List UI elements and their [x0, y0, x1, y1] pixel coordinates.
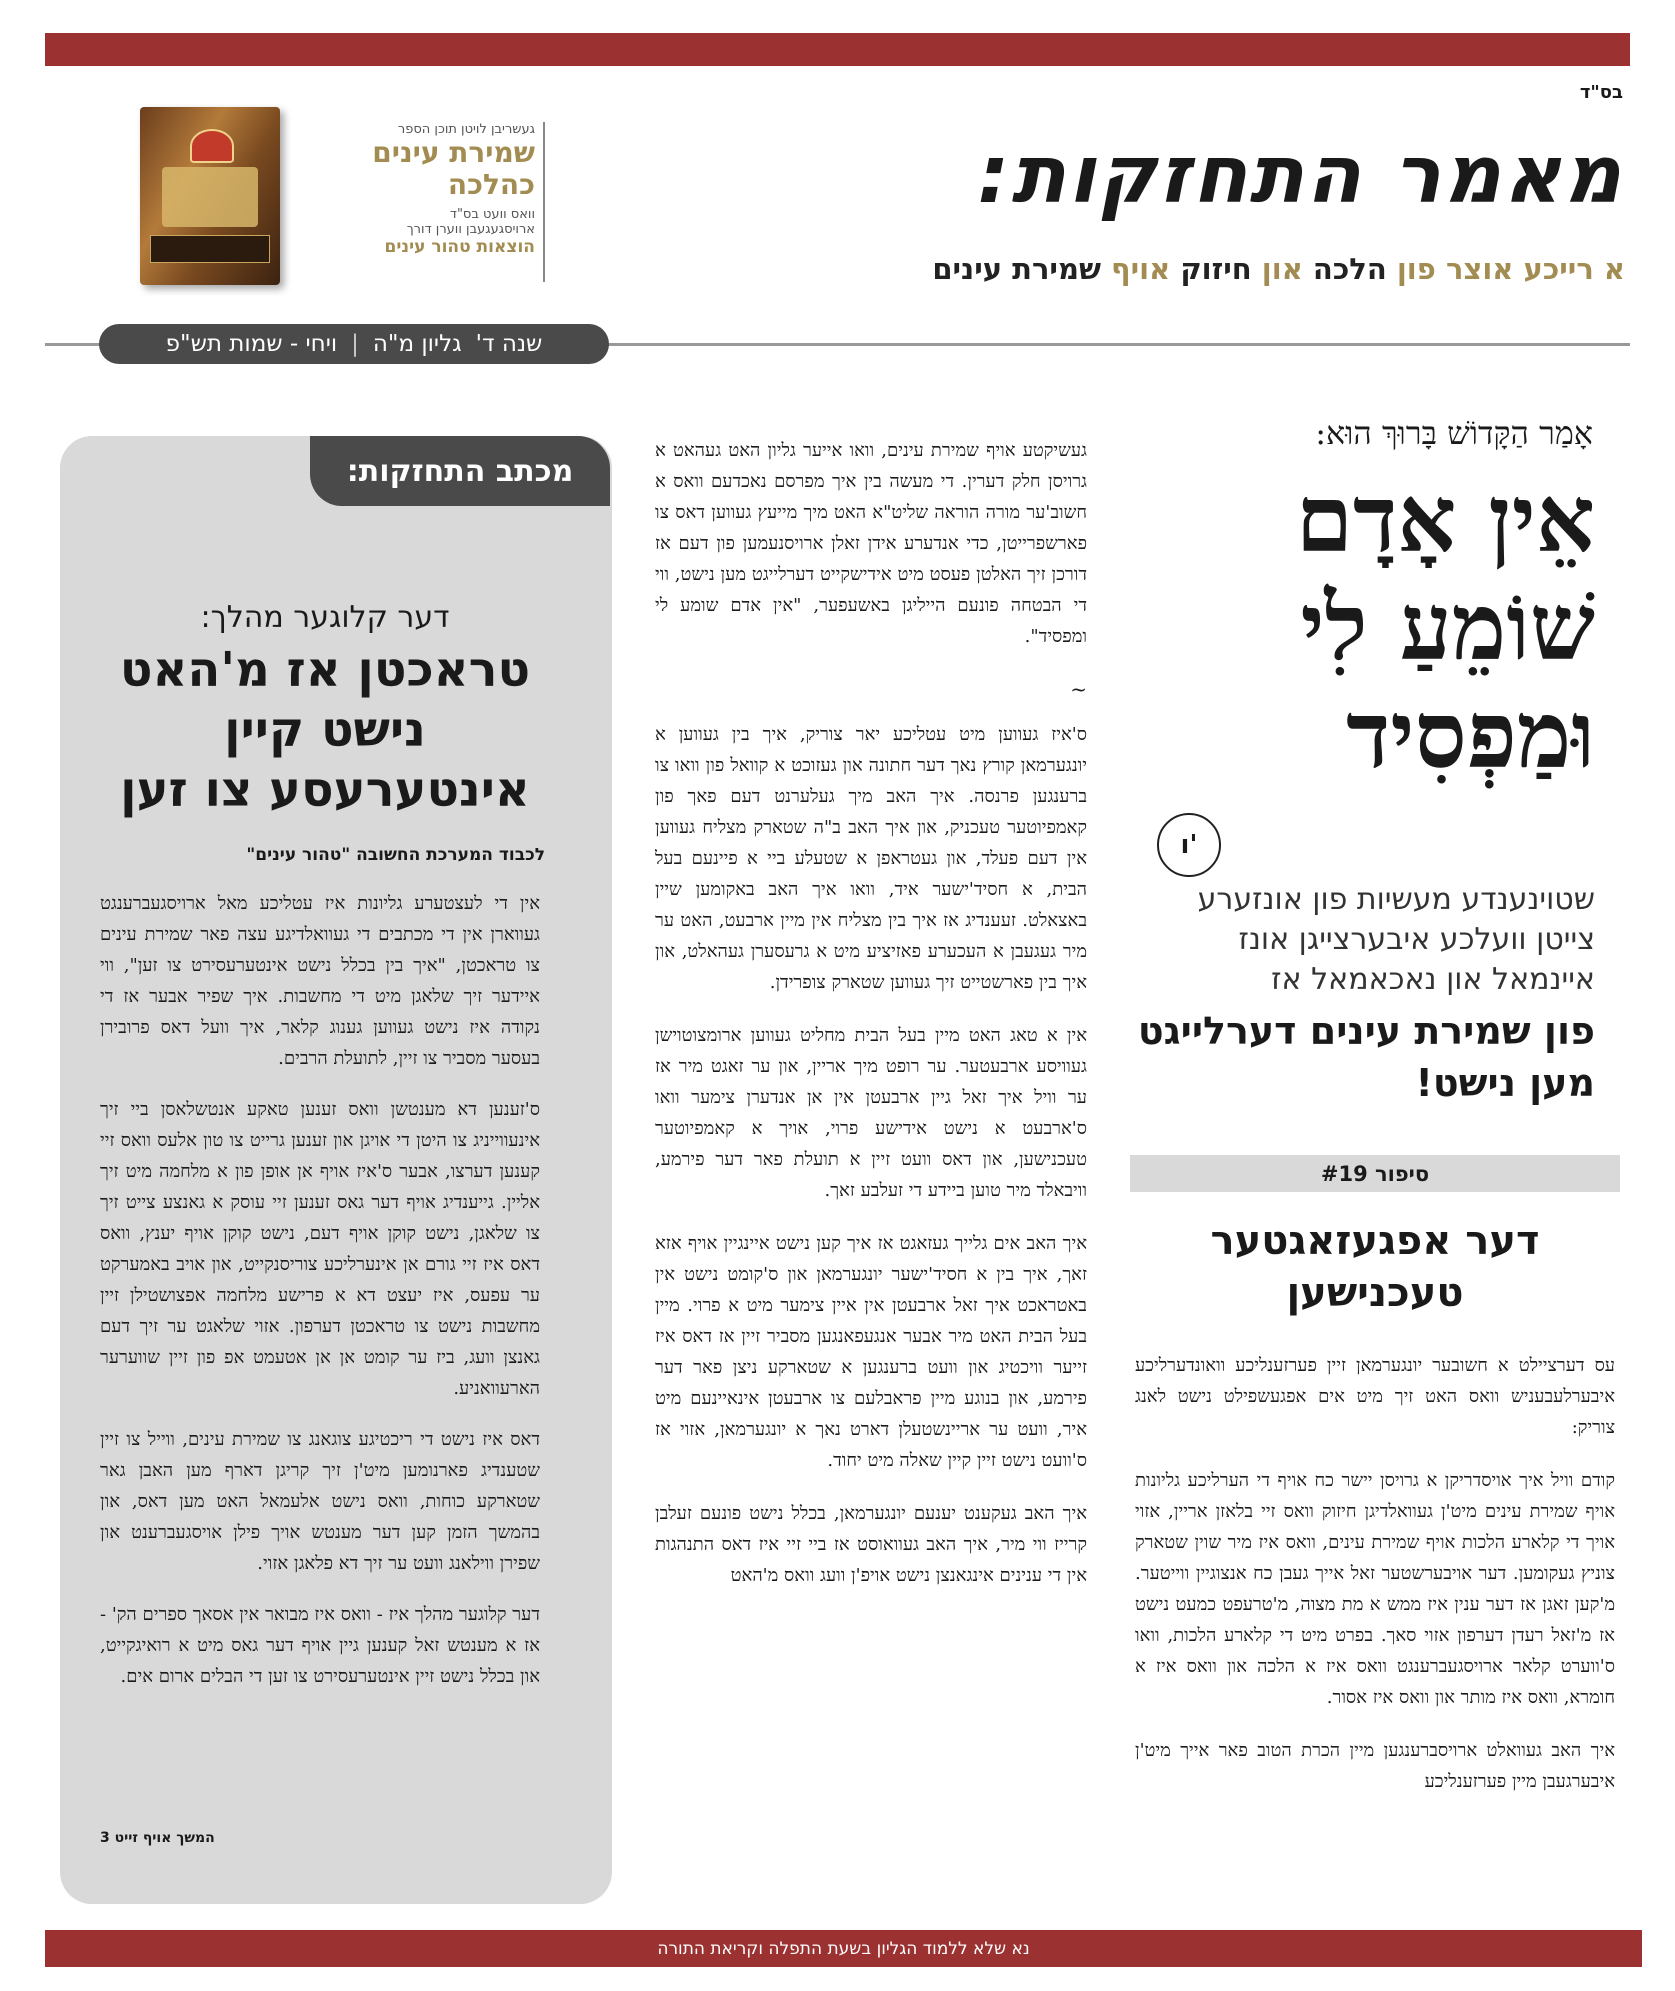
- crown-icon: [190, 129, 234, 163]
- issue-number: גליון מ"ה: [372, 331, 462, 357]
- quote-intro: אָמַר הַקָּדוֹשׁ בָּרוּךְ הוּא:: [1315, 414, 1593, 452]
- book-cover-scroll: [162, 167, 258, 227]
- section-separator: ~: [1070, 677, 1087, 701]
- book-publish-line: ארויסגעגעבן ווערן דורך: [406, 222, 535, 237]
- quote-number-badge: ו': [1157, 813, 1221, 877]
- story-paragraph: איך האב געקענט יענעם יונגערמאן, בכלל נישט פונעם זעלבן קרייז ווי מיר, איך האב געוואוסט אז ביי זיי איז דאס התנהגות אין די ענינים אינגאנצן נישט אויפ'ן וועג וואס מ'האט: [655, 1503, 1087, 1586]
- book-cover-band: [150, 235, 270, 263]
- letter-paragraph: ס'זענען דא מענטשן וואס זענען טאקע אנטשלאסן ביי זיך אינעווייניג צו היטן די אויגן און זענען גרייט צו טון אלעס וואס זיי קענען דערצו, אבער ס'איז אויף אן אופן פון א מלחמה מיט זיך אליין. גייענדיג אויף דער גאס זענען זיי עוסק א גאנצע צייט זיך צו שלאגן, נישט קוקן אויף דעם, נישט קוקן אויף יענץ, וואס דאס איז זיי גורם אן אינערליכע צוריסנקייט, און אויב באמערקט ער עפעס, איז יעצט דא א פרישע מלחמה אפצושטילן זיין מחשבות נישט צו טראכטן דערפון. אזוי שלאגט ער זיך דעם גאנצן וועג, ביז ער קומט אן אן אטעמט אפ פון זיין שווערער הארעוואניע.: [100, 1099, 540, 1399]
- quote-headline: אֵין אָדָם שׁוֹמֵעַ לִי וּמַפְסִיד: [1295, 465, 1595, 789]
- continued-note: המשך אויף זייט 3: [100, 1830, 215, 1846]
- story-paragraph: איך האב געוואלט ארויסברענגען מיין הכרת הטוב פאר אייך מיט'ן איבערגעבן מיין פערזענליכע: [1135, 1740, 1615, 1792]
- tagline-segment: און: [1251, 252, 1303, 286]
- book-title-line2: כהלכה: [447, 168, 535, 201]
- tagline-segment: חיזוק: [1170, 252, 1252, 286]
- story-middle-column: [655, 435, 1087, 1613]
- letter-address: לכבוד המערכת החשובה "טהור עינים": [246, 845, 545, 865]
- tagline-segment: אויף: [1100, 252, 1171, 286]
- masthead-title: מאמר התחזקות:: [977, 128, 1623, 221]
- story-paragraph: קודם וויל איך אויסדריקן א גרויסן יישר כח אויף די הערליכע גליונות אויף שמירת עינים מיט'ן געוואלדיגן חיזוק וואס זיי בלאזן אריין, אזוי אויך די קלארע הלכות אויף שמירת עינים, וואס איז מיר שוין שטארק צוניץ געקומען. דער אויבערשטער זאל אייך געבן כח אנצוגיין ווייטער. מ'קען זאגן אז דער ענין איז ממש א מת מצוה, מ'טרעפט כמעט נישט אז מ'זאל רעדן דערפון אזוי סאך. בפרט מיט די קלארע הלכות, וואו ס'ווערט קלאר ארויסגעברענגט וואס איז א הלכה און וואס איז א חומרא, וואס איז מותר און וואס איז אסור.: [1135, 1470, 1615, 1708]
- issue-parsha: ויחי - שמות תש"פ: [165, 331, 338, 357]
- letter-subtitle: דער קלוגער מהלך:: [200, 600, 450, 635]
- story-title: דער אפגעזאגטער טעכנישען: [1210, 1218, 1540, 1316]
- book-info: [322, 122, 545, 282]
- footer-text: נא שלא ללמוד הגליון בשעת התפלה וקריאת התורה: [657, 1938, 1030, 1959]
- story-series-intro: שטוינענדע מעשיות פון אונזערע צייטן וועלכע איבערצייגן אונז איינמאל און נאכאמאל אז: [1197, 882, 1595, 997]
- letter-headline: טראכטן אז מ'האט נישט קיין אינטערעסע צו זען: [119, 642, 531, 818]
- letter-paragraph: דאס איז נישט די ריכטיגע צוגאנג צו שמירת עינים, ווייל צו זיין שטענדיג פארנומען מיט'ן זיך קריגן דארף מען האבן גאר שטארקע כוחות, וואס נישט אלעמאל האט מען דאס, און בהמשך הזמן קען דער מענטש אויך פילן אויסגעברענט און שפירן ווילאנג וועט ער זיך דא פלאגן אזוי.: [100, 1429, 540, 1574]
- tagline-segment: שמירת עינים: [932, 252, 1101, 286]
- issue-pill: [99, 324, 609, 364]
- book-cover-image: [140, 107, 280, 285]
- book-publisher: הוצאות טהור עינים: [384, 237, 535, 257]
- story-paragraph: געשיקטע אויף שמירת עינים, וואו אייער גליון האט געהאט א גרויסן חלק דערין. די מעשה בין איך מפרסם נאכדעם וואס א חשוב'ער מורה הוראה שליט"א האט מיך מייעץ געווען דאס צו פארשפרייטן, כדי אנדערע אידן זאלן ארויסנעמען פון דעם אז דורכן זיך האלטן פעסט מיט אידישקייט דערלייגט מען נישט, ווי די הבטחה פונעם הייליגן באשעפער, "אין אדם שומע לי ומפסיד".: [655, 440, 1087, 647]
- tagline-segment: פון: [1386, 252, 1436, 286]
- letter-paragraph: דער קלוגער מהלך איז - וואס איז מבואר אין אסאך ספרים הק' - אז א מענטש זאל קענען גיין אויף דער גאס מיט א רואיגקייט, און בכלל נישט זיין אינטערעסירט צו זען די הבלים ארום אים.: [100, 1604, 540, 1687]
- story-paragraph: עס דערציילט א חשובער יונגערמאן זיין פערזענליכע וואונדערליכע איבערלעבעניש וואס האט זיך מיט אים אפגעשפילט נישט לאנג צוריק:: [1135, 1355, 1615, 1438]
- book-intro: געשריבן לויטן תוכן הספר: [397, 122, 535, 137]
- top-bar: [45, 33, 1630, 66]
- story-number-bar: סיפור #19: [1130, 1155, 1620, 1192]
- issue-separator: |: [351, 331, 359, 357]
- story-series-slogan: פון שמירת עינים דערלייגט מען נישט!: [1137, 1009, 1595, 1105]
- bsd-mark: בס"ד: [1579, 82, 1623, 103]
- story-paragraph: איך האב אים גלייך געזאגט אז איך קען נישט איינגיין אויף אזא זאך, איך בין א חסיד'ישער יונגערמאן און ס'קומט נישט אין באטראכט איך זאל ארבעטן אין איין צימער מיט א פרוי. מיין בעל הבית האט מיר אבער אנגעפאנגען מסביר זיין אז דאס איז זייער וויכטיג און וועט ברענגען א שטארקע ניצן פאר דער פירמע, און בנוגע מיין פראבלעם צו ארבעטן אינאיינעם מיט איר, וועט ער אריינשטעלן דארט נאך א יונגערמאן, אזוי אז ס'וועט נישט זיין קיין שאלה מיט יחוד.: [655, 1233, 1087, 1471]
- book-edition: וואס וועט בס"ד: [449, 207, 535, 222]
- story-paragraph: ס'איז געווען מיט עטליכע יאר צוריק, איך בין געווען א יונגערמאן קורץ נאך דער חתונה און געזוכט א קוואל פון וואו צו ברענגען פרנסה. איך האב מיך געלערנט דעם פאך פון קאמפיוטער טעכניק, און איך האב ב"ה שטארק מצליח געווען אין דעם פעלד, און געטראפן א שטעלע ביי א פיינעם בעל הבית, א חסיד'ישער איד, וואו איך האב באקומען שיין באצאלט. זעענדיג אז איך בין מצליח אין מיין ארבעט, האט ער מיר געגעבן א העכערע פאזיציע מיט א גרעסערן געהאלט, און איך בין פארשטייט זיך געווען שטארק צופרידן.: [655, 724, 1087, 993]
- letter-tab: מכתב התחזקות:: [310, 436, 610, 506]
- tagline-segment: אוצר: [1435, 252, 1514, 286]
- letter-body: [100, 888, 540, 1712]
- footer-bar: [45, 1930, 1642, 1967]
- letter-paragraph: אין די לעצטערע גליונות איז עטליכע מאל ארויסגעברענגט געווארן אין די מכתבים די געוואלדיגע עצה פאר שמירת עינים צו טראכטן, "איך בין בכלל נישט אינטערעסירט צו זען", ווי איידער זיך שלאגן מיט די מחשבות. איך שפיר אבער אז די נקודה איז נישט געווען גענוג קלאר, איך וועל דאס פרובירן בעסער מסביר צו זיין, לתועלת הרבים.: [100, 893, 540, 1069]
- story-right-column: [1135, 1350, 1615, 1819]
- issue-year: שנה ד': [475, 331, 543, 357]
- story-paragraph: אין א טאג האט מיין בעל הבית מחליט געווען ארומצוטוישן געוויסע ארבעטער. ער רופט מיך אריין, און ער זאגט מיר אז ער וויל איך זאל גיין ארבעטן אין אן אנדערן צימער וואו ס'ארבעט א נישט אידישע פרוי, אויך א קאמפיוטער טעכנישען, און דאס וועט זיין א תועלת פאר דער פירמע, וויבאלד מיר טוען ביידע די זעלבע זאך.: [655, 1025, 1087, 1201]
- masthead-tagline: [932, 252, 1625, 286]
- tagline-segment: הלכה: [1302, 252, 1387, 286]
- tagline-segment: א רייכע: [1513, 252, 1625, 286]
- book-title-line1: שמירת עינים: [372, 136, 535, 169]
